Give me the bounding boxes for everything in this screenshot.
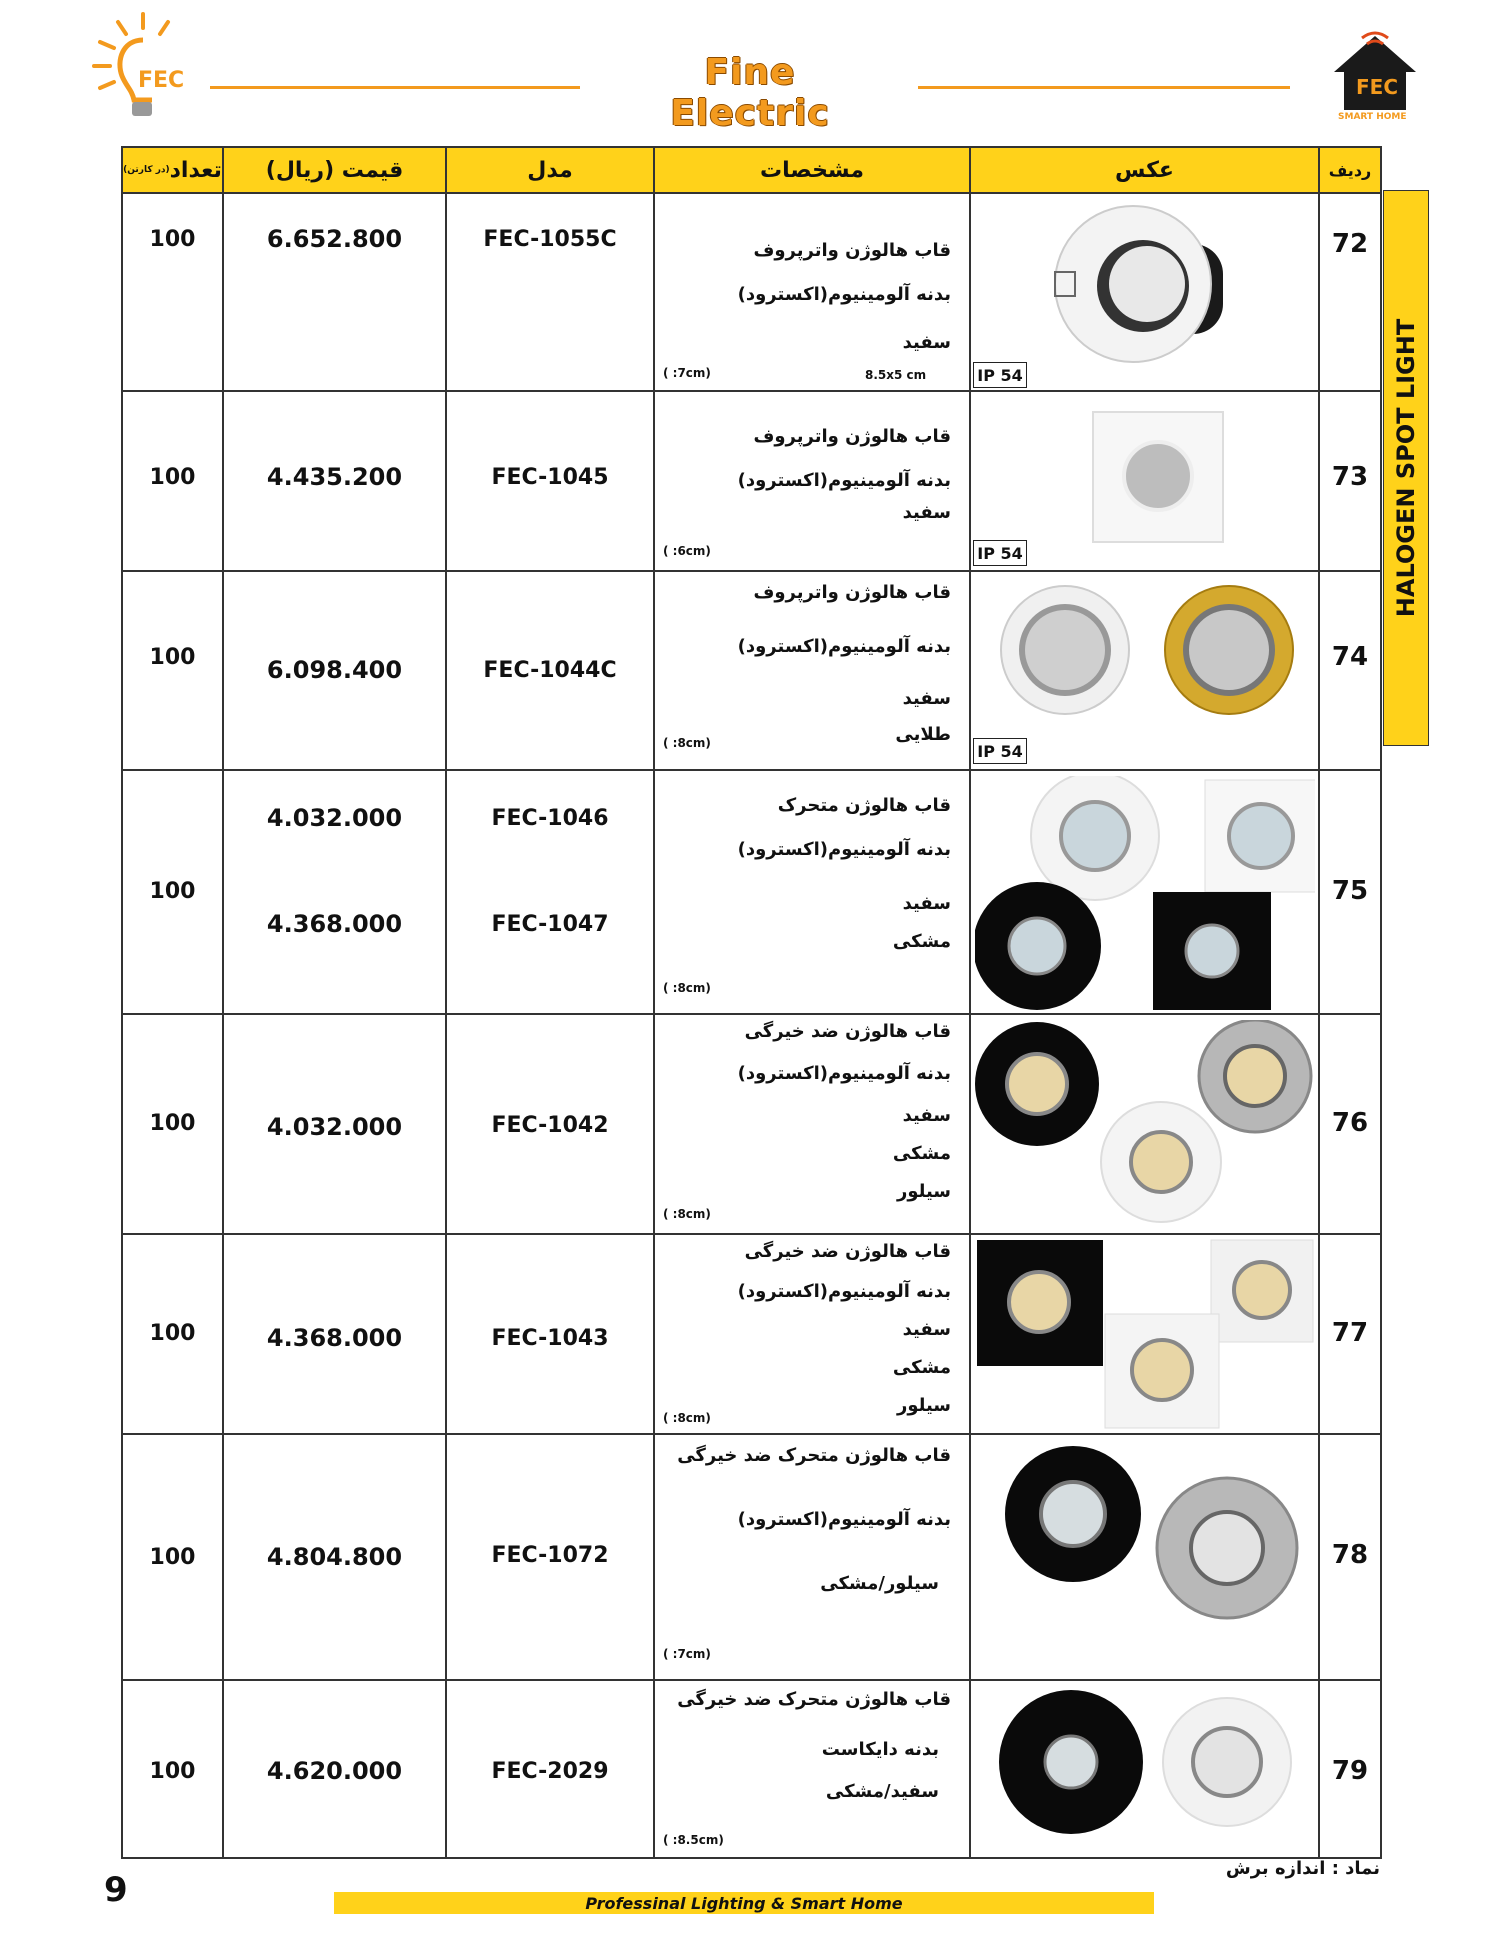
row-76-number: 76 — [1331, 1108, 1369, 1138]
row-73-price: 4.435.200 — [266, 463, 403, 491]
row-75-model-2: FEC-1047 — [491, 911, 609, 937]
spec-line: قاب هالوژن متحرک — [777, 795, 951, 816]
spec-line: قاب هالوژن متحرک ضد خیرگی — [677, 1445, 951, 1466]
header-qty — [123, 148, 224, 192]
cut-size: ( :8cm) — [663, 736, 711, 750]
header-price: قیمت (ریال) — [224, 148, 447, 192]
header-qty-note: (در کارتن) — [123, 165, 170, 175]
spec-line: قاب هالوژن واترپروف — [753, 240, 951, 261]
footer-tagline: Professinal Lighting & Smart Home — [334, 1892, 1154, 1914]
spec-line: بدنه آلومینیوم(اکسترود) — [737, 636, 951, 657]
header-qty-label: تعداد — [169, 157, 222, 183]
brand-title: Fine Electric — [670, 52, 830, 134]
row-75-specs — [655, 771, 969, 1013]
header-row: ردیف — [1320, 148, 1380, 192]
cut-size-legend: نماد : اندازه برش — [1225, 1858, 1380, 1879]
cut-size: ( :7cm) — [663, 366, 711, 380]
row-78-number: 78 — [1331, 1540, 1369, 1570]
page-number: 9 — [104, 1870, 128, 1910]
row-74-qty: 100 — [149, 644, 196, 670]
product-photo-square-white — [1091, 410, 1227, 546]
spec-line: قاب هالوژن متحرک ضد خیرگی — [677, 1689, 951, 1710]
spec-line: بدنه آلومینیوم(اکسترود) — [737, 284, 951, 305]
product-photo-adjustable-set — [975, 776, 1315, 1010]
fec-logo-right — [1330, 28, 1420, 128]
spec-line: قاب هالوژن ضد خیرگی — [744, 1241, 951, 1262]
row-76-specs — [655, 1015, 969, 1233]
row-73-number: 73 — [1331, 462, 1369, 492]
spec-line: بدنه آلومینیوم(اکسترود) — [737, 1063, 951, 1084]
logo-left-text: FEC — [138, 68, 185, 93]
row-72-specs — [655, 194, 969, 390]
spec-line: طلایی — [895, 724, 951, 745]
row-77-qty: 100 — [149, 1320, 196, 1346]
cut-size: ( :8cm) — [663, 1411, 711, 1425]
row-79-qty: 100 — [149, 1758, 196, 1784]
category-label: HALOGEN SPOT LIGHT — [1392, 318, 1420, 618]
header-rule-right — [918, 86, 1290, 89]
row-73-specs — [655, 392, 969, 570]
col-divider — [969, 148, 971, 1857]
spec-line: بدنه آلومینیوم(اکسترود) — [737, 839, 951, 860]
spec-line: سفید — [902, 332, 951, 353]
spec-line: سفید — [902, 502, 951, 523]
spec-line: بدنه آلومینیوم(اکسترود) — [737, 1281, 951, 1302]
spec-line: مشکی — [892, 931, 951, 952]
cut-size: ( :7cm) — [663, 1647, 711, 1661]
row-75-qty: 100 — [149, 878, 196, 904]
row-75-model-1: FEC-1046 — [491, 805, 609, 831]
fec-logo-left — [88, 10, 198, 125]
row-76-price: 4.032.000 — [266, 1113, 403, 1141]
row-79-price: 4.620.000 — [266, 1757, 403, 1785]
spec-line: قاب هالوژن ضد خیرگی — [744, 1021, 951, 1042]
header-model: مدل — [447, 148, 655, 192]
spec-line: قاب هالوژن واترپروف — [753, 582, 951, 603]
row-75-price-1: 4.032.000 — [266, 804, 403, 832]
spec-line: سفید — [902, 1319, 951, 1340]
row-78-model: FEC-1072 — [491, 1542, 609, 1568]
row-72-number: 72 — [1331, 229, 1369, 259]
spec-line: سیلور — [896, 1395, 951, 1416]
house-icon — [1330, 28, 1420, 112]
row-72-model: FEC-1055C — [483, 226, 617, 252]
product-photo-white-and-gold — [999, 580, 1299, 720]
spec-line: سفید — [902, 1105, 951, 1126]
spec-line: سیلور — [896, 1181, 951, 1202]
row-74-model: FEC-1044C — [483, 657, 617, 683]
spec-line: سفید — [902, 893, 951, 914]
row-79-model: FEC-2029 — [491, 1758, 609, 1784]
price-table — [121, 146, 1382, 1859]
header-rule-left — [210, 86, 580, 89]
header-photo: عکس — [971, 148, 1320, 192]
row-73-model: FEC-1045 — [491, 464, 609, 490]
row-77-price: 4.368.000 — [266, 1324, 403, 1352]
row-78-price: 4.804.800 — [266, 1543, 403, 1571]
row-77-model: FEC-1043 — [491, 1325, 609, 1351]
cut-size: ( :6cm) — [663, 544, 711, 558]
product-photo-square-anti-glare-set — [975, 1238, 1315, 1432]
row-79-number: 79 — [1331, 1756, 1369, 1786]
cut-size: ( :8cm) — [663, 981, 711, 995]
spec-line: سفید/مشکی — [825, 1781, 939, 1802]
row-79-specs — [655, 1681, 969, 1861]
row-76-model: FEC-1042 — [491, 1112, 609, 1138]
dimension-size: 8.5x5 cm — [865, 368, 927, 382]
spec-line: مشکی — [892, 1143, 951, 1164]
ip-rating-badge: IP 54 — [973, 540, 1027, 566]
row-74-price: 6.098.400 — [266, 656, 403, 684]
spec-line: سیلور/مشکی — [820, 1573, 939, 1594]
spec-line: مشکی — [892, 1357, 951, 1378]
category-side-tab — [1383, 190, 1429, 746]
spec-line: قاب هالوژن واترپروف — [753, 426, 951, 447]
ip-rating-badge: IP 54 — [973, 738, 1027, 764]
product-photo-anti-glare-set — [975, 1020, 1315, 1230]
header-specs: مشخصات — [655, 148, 971, 192]
row-78-qty: 100 — [149, 1544, 196, 1570]
logo-right-text: FEC — [1356, 75, 1399, 99]
product-photo-round-white — [1043, 204, 1243, 364]
spec-line: بدنه آلومینیوم(اکسترود) — [737, 1509, 951, 1530]
product-photo-diecast-black-white — [995, 1686, 1295, 1846]
cut-size: ( :8.5cm) — [663, 1833, 724, 1847]
row-74-number: 74 — [1331, 642, 1369, 672]
logo-right-subtitle: SMART HOME — [1338, 112, 1407, 122]
row-78-specs — [655, 1435, 969, 1679]
row-75-price-2: 4.368.000 — [266, 910, 403, 938]
cut-size: ( :8cm) — [663, 1207, 711, 1221]
spec-line: بدنه آلومینیوم(اکسترود) — [737, 470, 951, 491]
row-76-qty: 100 — [149, 1110, 196, 1136]
row-72-qty: 100 — [149, 226, 196, 252]
row-75-number: 75 — [1331, 876, 1369, 906]
product-photo-black-and-silver — [1003, 1444, 1303, 1644]
row-77-specs — [655, 1235, 969, 1433]
spec-line: بدنه دایکاست — [821, 1739, 939, 1760]
row-77-number: 77 — [1331, 1318, 1369, 1348]
row-73-qty: 100 — [149, 464, 196, 490]
row-72-price: 6.652.800 — [266, 225, 403, 253]
row-74-specs — [655, 572, 969, 769]
ip-rating-badge: IP 54 — [973, 362, 1027, 388]
spec-line: سفید — [902, 688, 951, 709]
